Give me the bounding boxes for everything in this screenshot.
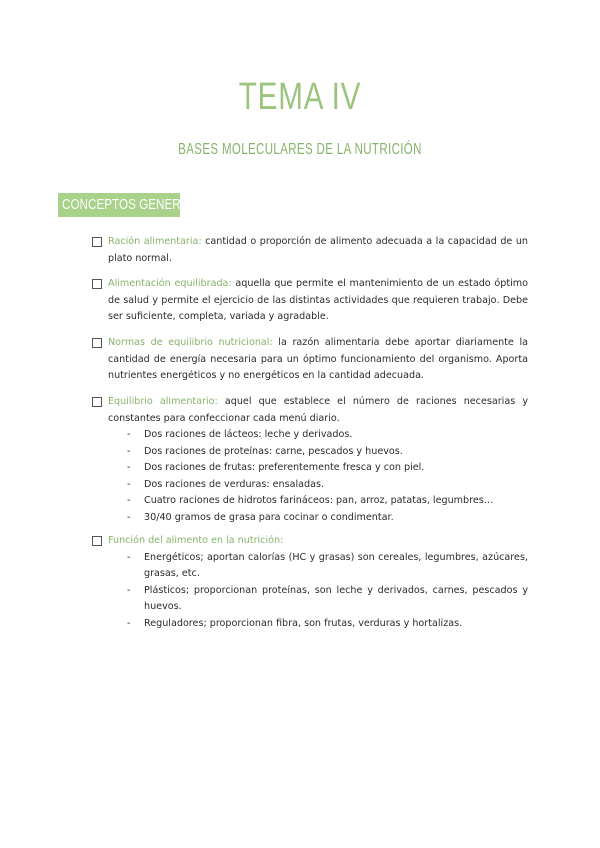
checkbox[interactable] xyxy=(92,237,102,247)
list-item-funcion xyxy=(92,533,528,632)
section-heading xyxy=(58,193,211,217)
definition-text: aquella que permite el mantenimiento de un estado óptimo de salud y permite el ejercicio de las distintas actividades que requieren trabajo. Debe ser suficiente, completa, variada y agradable. xyxy=(108,278,528,322)
checkbox[interactable] xyxy=(92,397,102,407)
checkbox[interactable] xyxy=(92,536,102,546)
page-subtitle: BASES MOLECULARES DE LA NUTRICIÓN xyxy=(178,141,422,158)
list-item-equilibrio xyxy=(92,394,528,526)
sublist-item: - 30/40 gramos de grasa para cocinar o condimentar. xyxy=(127,511,394,523)
term-label: Equilibrio alimentario: xyxy=(108,396,218,407)
sublist-item: - Dos raciones de frutas: preferentemente fresca y con piel. xyxy=(127,462,425,473)
checkbox[interactable] xyxy=(92,338,102,348)
term-label: Normas de equilibrio nutricional: xyxy=(108,337,273,348)
checkbox[interactable] xyxy=(92,279,102,289)
term-label: Alimentación equilibrada: xyxy=(108,278,232,289)
definition-text: aquel que establece el número de raciones necesarias y constantes para confeccionar cada menú diario. xyxy=(108,396,528,424)
sublist xyxy=(108,550,528,633)
definition-text: la razón alimentaria debe aportar diariamente la cantidad de energía necesaria para un óptimo funcionamiento del organismo. Aporta nutrientes energéticos y no energéticos en la cantidad adecuada. xyxy=(108,337,528,381)
sublist-item: - Reguladores; proporcionan fibra, son frutas, verduras y hortalizas. xyxy=(127,617,463,629)
list-item-racion xyxy=(92,234,528,267)
sublist-item: - Plásticos; proporcionan proteínas, son leche y derivados, carnes, pescados y huevos. xyxy=(127,584,528,612)
list-item-alimentacion xyxy=(92,276,528,326)
sublist-item: - Cuatro raciones de hidrotos farináceos: pan, arroz, patatas, legumbres… xyxy=(127,495,494,506)
term-label: Función del alimento en la nutrición: xyxy=(108,535,284,546)
term-label: Ración alimentaria: xyxy=(108,236,202,247)
definition-text: cantidad o proporción de alimento adecuada a la capacidad de un plato normal. xyxy=(108,236,528,264)
page-title: TEMA IV xyxy=(238,76,362,118)
list-item-normas xyxy=(92,335,528,385)
section-heading-label: CONCEPTOS GENERALES xyxy=(62,196,211,213)
sublist-item: - Dos raciones de lácteos: leche y derivados. xyxy=(127,429,353,440)
sublist xyxy=(108,427,528,526)
sublist-item: - Dos raciones de proteínas: carne, pescados y huevos. xyxy=(127,445,403,457)
sublist-item: - Energéticos; aportan calorías (HC y grasas) son cereales, legumbres, azúcares, grasas, etc. xyxy=(127,551,528,579)
sublist-item: - Dos raciones de verduras: ensaladas. xyxy=(127,478,325,490)
